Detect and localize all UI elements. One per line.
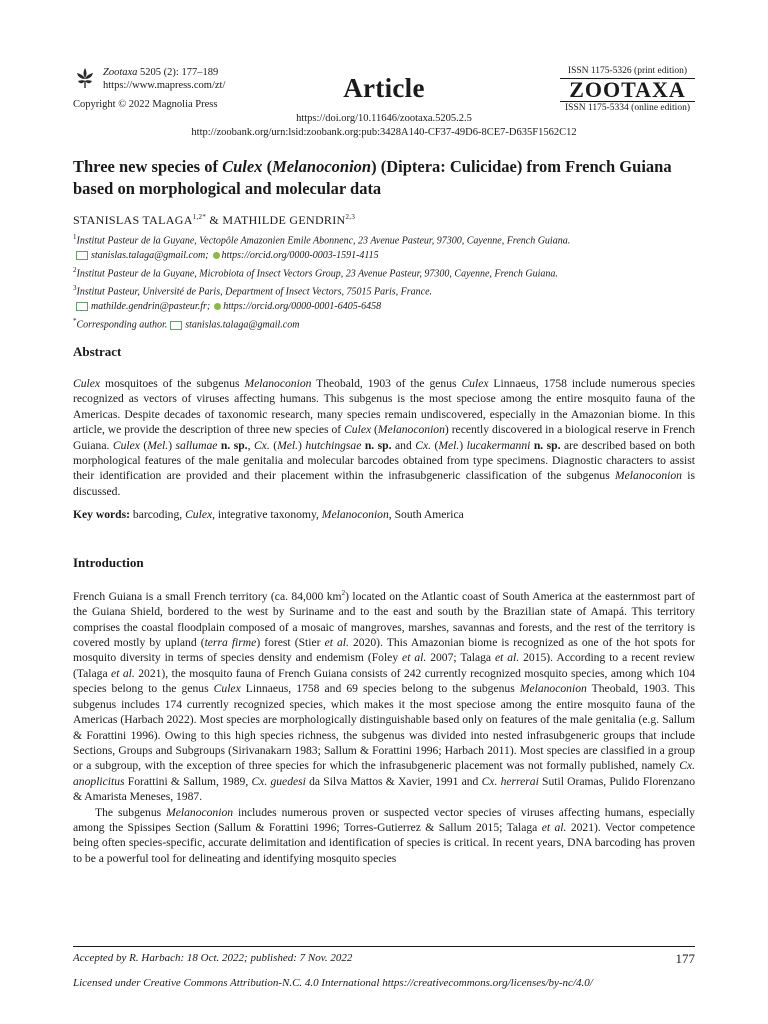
license-text[interactable]: Licensed under Creative Commons Attribution-N.C. 4.0 International https://creativecommons.org/licenses/by-nc/4.0/ bbox=[73, 977, 593, 989]
affiliations bbox=[73, 230, 695, 333]
contact-line bbox=[73, 249, 695, 263]
author-name: MATHILDE GENDRIN bbox=[222, 213, 346, 227]
keywords: Key words: barcoding, Culex, integrative taxonomy, Melanoconion, South America bbox=[73, 508, 464, 521]
paragraph: The subgenus Melanoconion includes numerous proven or suspected vector species of viruses affecting humans, especially among the Spissipes Section (Sallum & Forattini 1996; Torres-Gutierrez & Sallum 2015; Talaga et al. 2021). Vector competence being often species-specific, accurate delimitation and identification of species is critical. In recent years, DNA barcoding has proven to be a powerful tool for delineating and identifying mosquito species bbox=[73, 805, 696, 865]
paper-title: Three new species of Culex (Melanoconion) (Diptera: Culicidae) from French Guiana based on morphological and molecular data bbox=[73, 157, 672, 198]
contact-line bbox=[73, 300, 695, 314]
doi-link[interactable]: https://doi.org/10.11646/zootaxa.5205.2.5 bbox=[296, 113, 472, 124]
affiliation-2: $^2$Institut Pasteur de la Guyane, Microbiota of Insect Vectors Group, 23 Avenue Pasteur, 97300, Cayenne, French Guiana. bbox=[73, 265, 558, 280]
orcid-icon bbox=[214, 303, 221, 310]
issn-online: ISSN 1175-5334 (online edition) bbox=[565, 103, 690, 113]
email-icon bbox=[170, 321, 182, 330]
journal-url[interactable]: https://www.mapress.com/zt/ bbox=[103, 80, 226, 91]
journal-name: Zootaxa bbox=[103, 67, 138, 78]
copyright: Copyright © 2022 Magnolia Press bbox=[73, 99, 218, 110]
accepted-date: Accepted by R. Harbach: 18 Oct. 2022; published: 7 Nov. 2022 bbox=[73, 952, 353, 964]
affiliation-3: $^3$Institut Pasteur, Université de Paris, Department of Insect Vectors, 75015 Paris, France. bbox=[73, 284, 433, 298]
issn-print: ISSN 1175-5326 (print edition) bbox=[567, 66, 688, 76]
introduction-heading: Introduction bbox=[73, 555, 144, 570]
email-link[interactable]: mathilde.gendrin@pasteur.fr; bbox=[91, 300, 211, 312]
zootaxa-wordmark: ZOOTAXA bbox=[560, 78, 695, 102]
introduction-text bbox=[73, 586, 695, 866]
identifiers bbox=[0, 112, 768, 140]
corresponding-author: *Corresponding author. stanislas.talaga@gmail.com bbox=[73, 317, 300, 331]
abstract-heading: Abstract bbox=[73, 344, 122, 359]
email-link[interactable]: stanislas.talaga@gmail.com bbox=[185, 319, 300, 331]
zoobank-link[interactable]: http://zoobank.org/urn:lsid:zoobank.org:pub:3428A140-CF37-49D6-8CE7-D635F1562C12 bbox=[191, 127, 577, 138]
email-icon bbox=[76, 302, 88, 311]
email-link[interactable]: stanislas.talaga@gmail.com; bbox=[91, 249, 209, 261]
orcid-link[interactable]: https://orcid.org/0000-0003-1591-4115 bbox=[221, 249, 379, 261]
keywords-label: Key words: bbox=[73, 508, 130, 521]
orcid-link[interactable]: https://orcid.org/0000-0001-6405-6458 bbox=[223, 300, 382, 312]
orcid-icon bbox=[213, 252, 220, 259]
issn-block bbox=[560, 66, 695, 114]
author-list: STANISLAS $TALAGA^{1,2*}$ & MATHILDE GENDRIN$^{2,3}$ bbox=[73, 213, 356, 227]
author-name: STANISLAS TALAGA bbox=[73, 213, 193, 227]
affiliation-1: $^1$Institut Pasteur de la Guyane, Vectopôle Amazonien Emile Abonnenc, 23 Avenue Pasteur, 97300, Cayenne, French Guiana. bbox=[73, 233, 571, 247]
footer-divider bbox=[73, 946, 695, 947]
journal-issue: 5205 (2): 177–189 bbox=[140, 67, 219, 78]
article-label: Article bbox=[343, 73, 425, 103]
page-number: 177 bbox=[675, 951, 695, 966]
abstract-text: Culex mosquitoes of the subgenus Melanoconion Theobald, 1903 of the genus Culex Linnaeus, 1758 include numerous species recognized as vectors of viruses affecting humans. This subgenus is the most speciose among the entire mosquito fauna of the Americas. Despite decades of taxonomic research, many species remain undiscovered, especially in the Amazonian biome. In this article, we provide the description of three new species of Culex (Melanoconion) recently discovered in a biological reserve in French Guiana. Culex (Mel.) sallumae n. sp., Cx. (Mel.) hutchingsae n. sp. and Cx. (Mel.) lucakermanni n. sp. are described based on both morphological features of the male genitalia and molecular barcodes obtained from type specimens. Diagnostic characters to assist their identification are provided and their placement within the infrasubgeneric classification of the subgenus Melanoconion is discussed. bbox=[73, 377, 696, 498]
email-icon bbox=[76, 251, 88, 260]
paragraph: French Guiana is a small French territory (ca. 84,000 $km^2$) located on the Atlantic coast of South America at the easternmost part of the Guiana Shield, bordered to the west by Suriname and to the east and south by the Brazilian state of Amapá. This territory comprises the coastal floodplain composed of a mosaic of mangroves, marshes, savannas and forests, and the rest of the territory is covered mostly by upland (terra firme) forest (Stier et al. 2020). This Amazonian biome is recognized as one of the hot spots for mosquito diversity in terms of species density and endemism (Foley et al. 2007; Talaga et al. 2015). According to a recent review (Talaga et al. 2021), the mosquito fauna of French Guiana consists of 242 currently recognized mosquito species, among which 104 species belong to the genus Culex Linnaeus, 1758 and 69 species belong to the subgenus Melanoconion Theobald, 1903. This subgenus includes 174 currently recognized species, which makes it the most speciose among the entire mosquito fauna of the Americas (Harbach 2022). Most species are morphologically distinguishable based only on features of the male genitalia (e.g. Sallum & Forattini 1996). Owing to this high species richness, the subgenus was divided into nested infrasubgeneric groups that include Sections, Groups and Subgroups (Sirivanakarn 1983; Sallum & Forattini 1996; Harbach 2011). Most species are classified in a group or a subgroup, with the exception of three species for which the infrasubgeneric placement was not formally published, namely Cx. anoplicitus Forattini & Sallum, 1989, Cx. guedesi da Silva Mattos & Xavier, 1991 and Cx. herrerai Sutil Oramas, Pulido Florenzano & Amarista Meneses, 1987. bbox=[73, 589, 695, 804]
